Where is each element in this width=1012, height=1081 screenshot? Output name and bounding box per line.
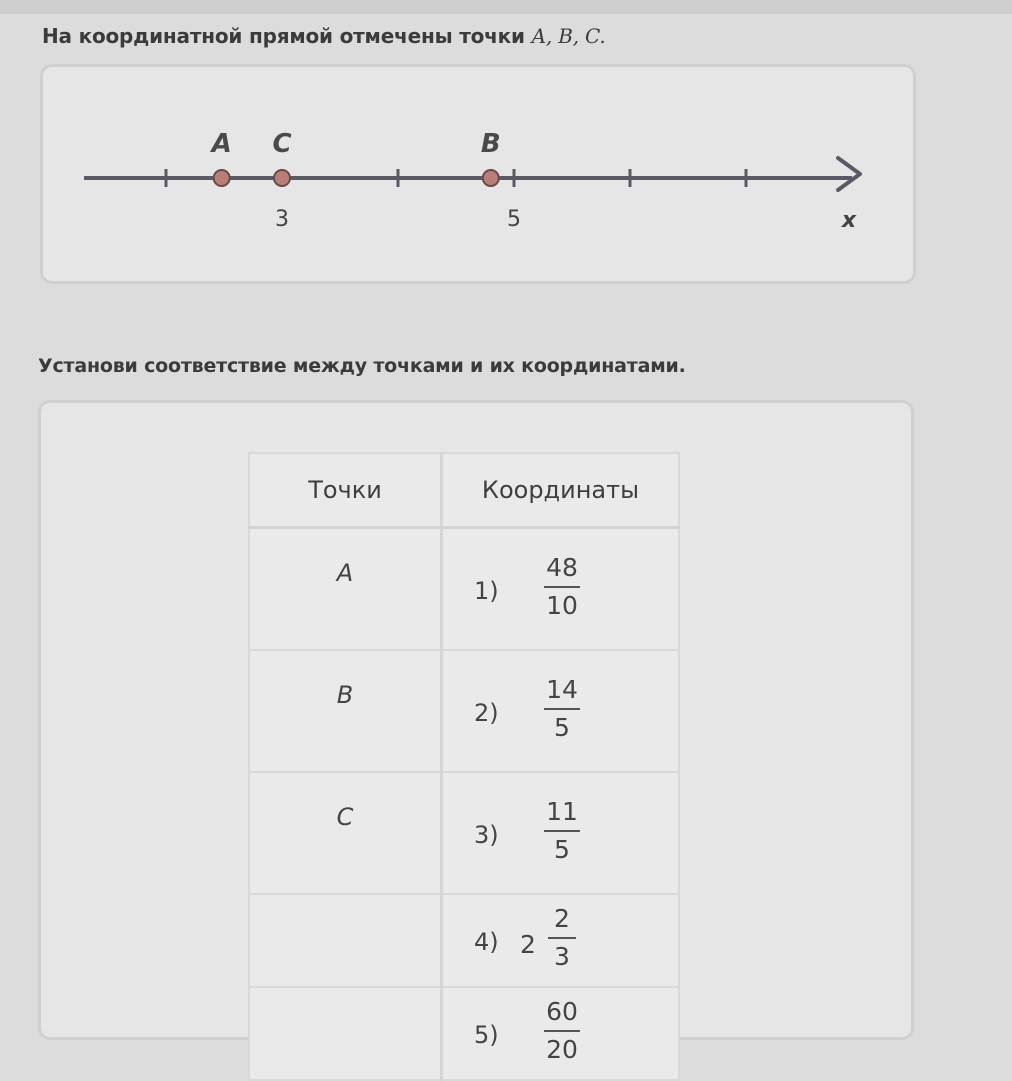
option-cell-2[interactable] xyxy=(442,650,680,772)
table-row xyxy=(249,987,679,1080)
denominator: 3 xyxy=(554,942,570,971)
numerator: 14 xyxy=(546,674,578,704)
denominator: 5 xyxy=(554,712,570,742)
axis-arrow-icon xyxy=(838,158,860,190)
empty-point-cell xyxy=(249,987,442,1080)
table-row xyxy=(249,528,679,651)
fraction-bar xyxy=(544,708,580,710)
option-number: 4) xyxy=(474,928,499,956)
point-b xyxy=(483,170,499,186)
tick-label-3: 3 xyxy=(275,207,289,232)
table-header-row xyxy=(249,453,679,528)
number-line xyxy=(0,0,1012,300)
numerator: 60 xyxy=(546,997,578,1026)
empty-point-cell xyxy=(249,894,442,987)
option-fraction xyxy=(540,997,584,1065)
denominator: 5 xyxy=(554,834,570,864)
denominator: 10 xyxy=(546,590,578,620)
option-cell-4[interactable] xyxy=(442,894,680,987)
point-cell-b[interactable]: B xyxy=(249,650,442,772)
option-cell-1[interactable] xyxy=(442,528,680,651)
option-fraction xyxy=(540,675,584,743)
option-cell-5[interactable] xyxy=(442,987,680,1080)
numerator: 11 xyxy=(546,796,578,826)
table-row xyxy=(249,772,679,894)
table-row xyxy=(249,650,679,772)
option-number: 2) xyxy=(474,698,499,727)
option-fraction xyxy=(540,553,584,621)
option-number: 1) xyxy=(474,576,499,605)
fraction-bar xyxy=(548,937,576,939)
axis-label-x: x xyxy=(841,208,857,233)
matching-table xyxy=(248,452,680,1081)
point-label-c: C xyxy=(272,129,292,159)
task-prompt-vars: A, B, C. xyxy=(531,24,606,48)
option-number: 5) xyxy=(474,1021,499,1049)
col-header-coordinates: Координаты xyxy=(442,453,680,528)
point-a xyxy=(214,170,230,186)
mixed-whole-part: 2 xyxy=(520,930,536,959)
tick-label-5: 5 xyxy=(507,207,521,232)
option-fraction xyxy=(540,797,584,865)
col-header-points: Точки xyxy=(249,453,442,528)
numerator: 48 xyxy=(546,552,578,582)
point-cell-c[interactable]: C xyxy=(249,772,442,894)
point-c xyxy=(274,170,290,186)
instruction-text: Установи соответствие между точками и их координатами. xyxy=(38,355,686,377)
option-number: 3) xyxy=(474,820,499,849)
option-fraction xyxy=(544,904,580,972)
fraction-bar xyxy=(544,586,580,588)
denominator: 20 xyxy=(546,1035,578,1064)
fraction-bar xyxy=(544,830,580,832)
point-label-a: A xyxy=(211,129,232,159)
point-label-b: B xyxy=(480,129,501,159)
table-row xyxy=(249,894,679,987)
task-prompt: На координатной прямой отмечены точки xyxy=(42,24,525,48)
numerator: 2 xyxy=(554,904,570,933)
point-cell-a[interactable]: A xyxy=(249,528,442,651)
fraction-bar xyxy=(544,1030,580,1032)
option-cell-3[interactable] xyxy=(442,772,680,894)
